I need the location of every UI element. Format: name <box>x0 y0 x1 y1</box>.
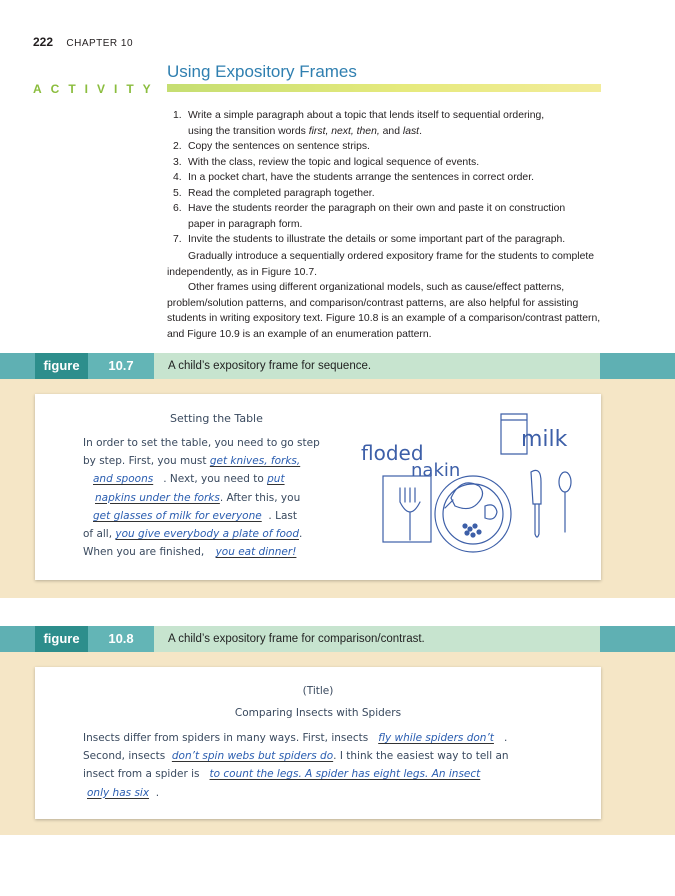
step-text: In a pocket chart, have the students arrange the sentences in correct order. <box>188 172 534 183</box>
step-text: Invite the students to illustrate the details or some important part of the paragraph. <box>188 234 566 245</box>
frame-text <box>83 434 320 561</box>
frame-text-line: by step. First, you must <box>83 455 207 468</box>
activity-label: ACTIVITY <box>33 82 160 96</box>
handwritten-answer: don’t spin webs but spiders do <box>171 750 334 763</box>
figure-caption: A child’s expository frame for sequence. <box>168 360 372 372</box>
body-paragraph: Other frames using different organizational models, such as cause/effect patterns, problem/solution patterns, and comparison/contrast patterns, are also helpful for assisting students in writing expository text. Figure 10.8 is an example of a comparison/contrast pattern, and Figure 10.9 is an example of an enumeration pattern. <box>167 282 601 340</box>
figure-caption: A child’s expository frame for comparison/contrast. <box>168 633 425 645</box>
chapter-label: CHAPTER 10 <box>66 38 134 49</box>
handwritten-answer: napkins under the forks <box>95 491 220 504</box>
activity-title: Using Expository Frames <box>167 62 357 81</box>
step-text: Copy the sentences on sentence strips. <box>188 141 370 152</box>
page-number: 222 <box>33 35 54 49</box>
handwritten-answer: get knives, forks, <box>209 455 301 468</box>
step-number: 3. <box>173 156 182 168</box>
frame-text-line: . Next, you need to <box>163 473 264 486</box>
step-number: 7. <box>173 234 182 245</box>
step-item <box>167 170 607 186</box>
figure-frame-card <box>35 667 601 819</box>
figure-frame-card <box>35 394 601 580</box>
napkin-drawing <box>383 476 431 542</box>
fork-drawing <box>400 488 420 540</box>
drawing-word-floded: floded <box>361 441 424 465</box>
title-placeholder: (Title) <box>302 685 334 697</box>
frame-text-line: insect from a spider is <box>83 768 200 781</box>
step-text: Read the completed paragraph together. <box>188 187 375 199</box>
handwritten-answer: you give everybody a plate of food <box>115 528 299 541</box>
chicken-drawing <box>445 483 483 509</box>
handwritten-answer: and spoons <box>93 473 154 486</box>
step-item <box>167 186 607 202</box>
figure-label: figure <box>35 353 88 379</box>
frame-text-line: . After this, you <box>219 491 301 504</box>
frame-text-line: . <box>299 528 303 541</box>
figure-header-10-7 <box>0 353 675 379</box>
figure-number: 10.7 <box>88 353 154 379</box>
activity-title-bar <box>167 84 601 92</box>
handwritten-answer: to count the legs. A spider has eight legs. An insect <box>209 768 481 781</box>
peas-drawing <box>463 524 481 537</box>
step-text: . <box>419 125 422 137</box>
figure-bar-accent <box>600 353 675 379</box>
frame-text-line: . I think the easiest way to tell an <box>333 750 509 763</box>
frame-text-line: . <box>155 786 160 799</box>
step-item <box>167 139 607 155</box>
step-emphasis: first, next, then, <box>308 125 380 137</box>
running-head <box>33 35 133 49</box>
step-number: 6. <box>173 203 182 214</box>
handwritten-answer: fly while spiders don’t <box>378 732 494 744</box>
step-emphasis: last <box>402 125 420 137</box>
frame-text-line: . Last <box>268 509 297 522</box>
step-item <box>167 232 607 248</box>
step-text: Have the students reorder the paragraph on their own and paste it on construction paper in paragraph form. <box>188 203 566 230</box>
frame-text-line: In order to set the table, you need to go step <box>83 437 320 449</box>
step-number: 2. <box>173 141 182 152</box>
handwritten-answer: put <box>267 473 285 486</box>
figure-number: 10.8 <box>88 626 154 652</box>
drawing-word-nakin: nakin <box>411 460 461 481</box>
step-item <box>167 201 607 232</box>
egg-drawing <box>485 505 497 519</box>
body-paragraph: Gradually introduce a sequentially ordered expository frame for the students to complete independently, as in Figure 10.7. <box>167 251 595 278</box>
step-number: 5. <box>173 187 182 199</box>
frame-text-line: . <box>503 732 508 744</box>
handwritten-answer: you eat dinner! <box>215 546 297 559</box>
frame-text <box>83 729 509 802</box>
child-drawing <box>353 408 583 558</box>
figure-bar-accent <box>0 626 35 652</box>
step-text: and <box>379 125 403 137</box>
step-text: With the class, review the topic and logical sequence of events. <box>188 156 480 168</box>
plate-drawing <box>435 476 511 552</box>
frame-text-line: Insects differ from spiders in many ways. First, insects <box>83 732 369 744</box>
frame-text-line: of all, <box>83 528 113 541</box>
figure-bar-accent <box>0 353 35 379</box>
handwritten-answer: get glasses of milk for everyone <box>93 509 262 522</box>
spoon-drawing <box>559 472 571 492</box>
step-number: 4. <box>173 172 182 183</box>
drawing-word-milk: milk <box>521 427 568 452</box>
frame-title: Comparing Insects with Spiders <box>234 707 402 719</box>
step-text: Write a simple paragraph about a topic that lends itself to sequential ordering, <box>188 110 545 121</box>
step-text: using the transition words <box>188 125 309 137</box>
step-item <box>167 155 607 171</box>
activity-steps <box>167 108 607 248</box>
figure-bar-accent <box>600 626 675 652</box>
frame-text-line: When you are finished, <box>83 546 205 559</box>
frame-title: Setting the Table <box>170 412 263 425</box>
frame-text-line: Second, insects <box>83 750 166 763</box>
knife-drawing <box>531 470 541 537</box>
step-number: 1. <box>173 110 182 121</box>
step-item <box>167 108 607 139</box>
figure-header-10-8 <box>0 626 675 652</box>
figure-label: figure <box>35 626 88 652</box>
handwritten-answer: only has six <box>87 786 150 799</box>
